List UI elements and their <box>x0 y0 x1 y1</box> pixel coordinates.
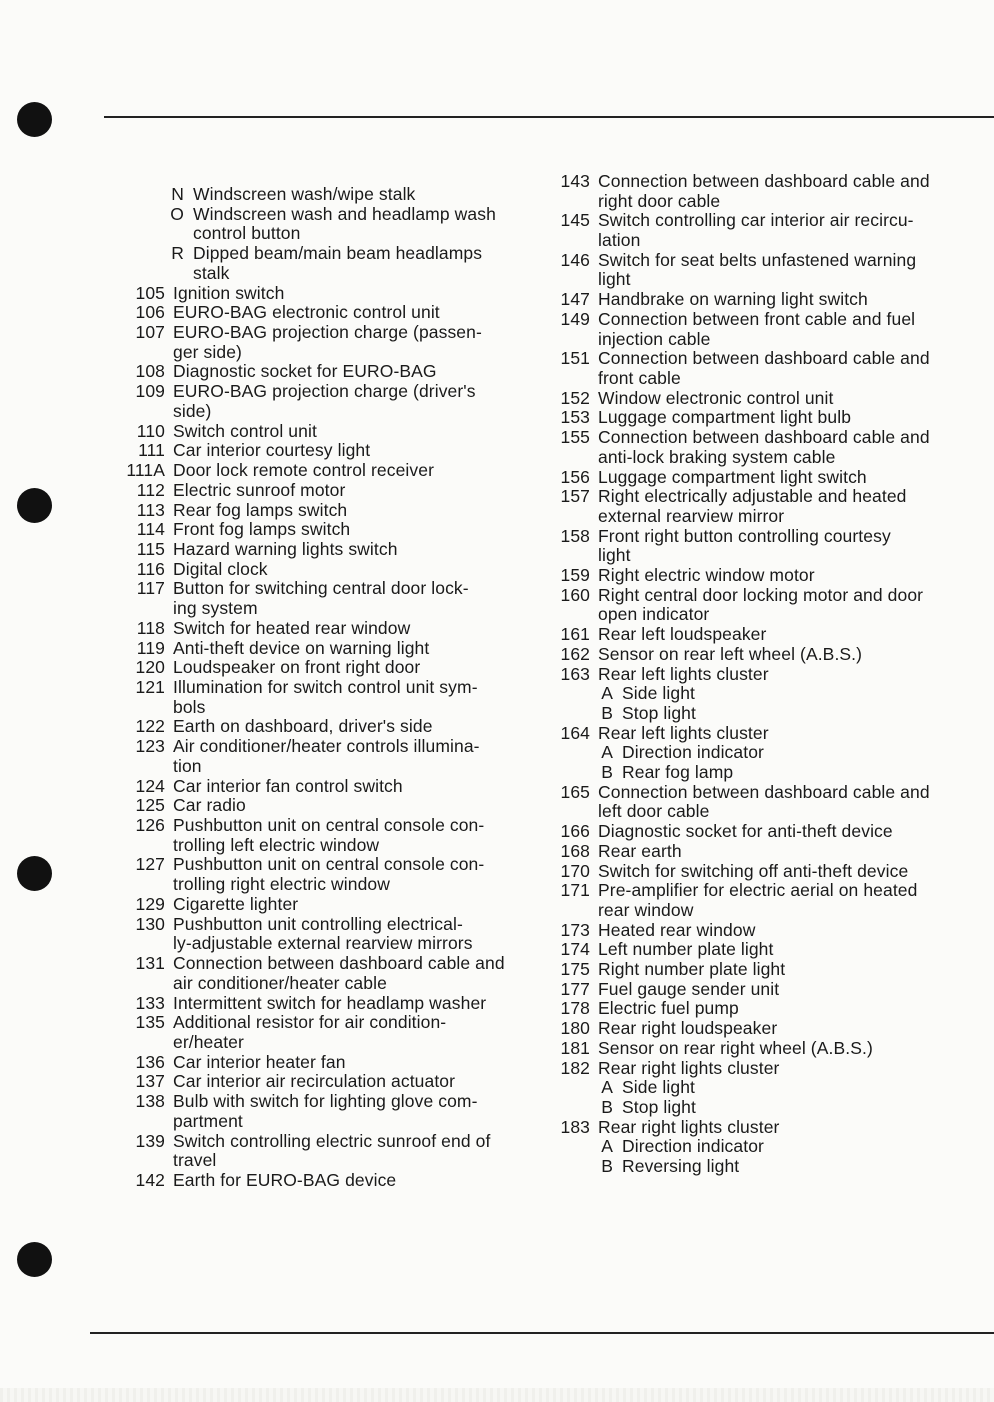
sub-item-letter: A <box>601 742 613 763</box>
item-description: Earth on dashboard, driver's side <box>173 716 433 737</box>
item-description: Switch control unit <box>173 420 317 441</box>
item-number: 177 <box>560 978 590 999</box>
item-number: 119 <box>136 637 165 658</box>
sub-item-letter: A <box>601 1077 613 1098</box>
page-edge-shading <box>0 1388 994 1402</box>
item-description: Connection between dashboard cable and <box>598 171 930 191</box>
item-description: Rear left lights cluster <box>598 663 769 684</box>
item-description-continued: light <box>598 269 631 290</box>
item-number: 138 <box>135 1091 165 1112</box>
item-number: 181 <box>560 1037 590 1058</box>
item-description: Car interior heater fan <box>173 1051 346 1072</box>
item-number: 106 <box>135 302 165 323</box>
item-description-continued: left door cable <box>598 801 710 822</box>
item-description: Switch controlling car interior air recircu- <box>598 210 914 231</box>
item-number: 127 <box>135 854 165 875</box>
item-description: Switch for heated rear window <box>173 617 411 638</box>
item-description: Cigarette lighter <box>173 893 299 914</box>
item-number: 161 <box>560 624 590 645</box>
item-description: Car radio <box>173 795 246 816</box>
item-description-continued: open indicator <box>598 604 710 625</box>
item-description-continued: control button <box>193 223 301 244</box>
item-description: Heated rear window <box>598 919 756 940</box>
item-description: Stop light <box>622 1096 696 1117</box>
sub-item-letter: N <box>171 184 184 204</box>
item-number: 136 <box>135 1051 165 1072</box>
item-number: 164 <box>560 722 590 743</box>
item-description-continued: right door cable <box>598 190 721 211</box>
item-description: Connection between dashboard cable and <box>598 781 930 802</box>
item-number: 159 <box>560 565 590 585</box>
item-number: 182 <box>560 1057 590 1078</box>
item-description: Electric sunroof motor <box>173 479 346 500</box>
item-description: Side light <box>622 683 695 704</box>
item-description: Side light <box>622 1077 695 1098</box>
item-number: 163 <box>560 663 590 684</box>
item-description-continued: ly-adjustable external rearview mirrors <box>173 933 473 954</box>
item-description: Pushbutton unit on central console con- <box>173 815 485 836</box>
item-description: Car interior fan control switch <box>173 775 403 796</box>
sub-item-letter: A <box>601 683 613 704</box>
top-rule <box>104 116 994 118</box>
item-number: 165 <box>560 781 590 802</box>
item-description: Digital clock <box>173 558 268 579</box>
sub-item-letter: B <box>601 1156 613 1176</box>
item-description-continued: front cable <box>598 367 681 388</box>
item-description: EURO-BAG electronic control unit <box>173 302 440 323</box>
item-description-continued: tion <box>173 755 202 776</box>
item-number: 160 <box>560 584 590 605</box>
item-number: 168 <box>560 840 590 861</box>
sub-item-letter: O <box>170 203 184 224</box>
item-description: Hazard warning lights switch <box>173 538 398 559</box>
item-description: Rear right lights cluster <box>598 1116 780 1137</box>
item-number: 114 <box>136 519 165 540</box>
item-description: Dipped beam/main beam headlamps <box>193 243 483 264</box>
binder-hole <box>17 1242 52 1277</box>
item-description: Rear right loudspeaker <box>598 1018 778 1039</box>
item-description-continued: trolling left electric window <box>173 834 380 855</box>
item-description: Intermittent switch for headlamp washer <box>173 992 487 1013</box>
item-description: Fuel gauge sender unit <box>598 978 780 999</box>
item-description: Direction indicator <box>622 742 764 763</box>
item-description-continued: partment <box>173 1110 243 1131</box>
item-number: 115 <box>136 538 165 559</box>
item-number: 145 <box>560 210 590 231</box>
item-description: Rear fog lamp <box>622 762 734 782</box>
item-description: Switch for seat belts unfastened warning <box>598 249 917 270</box>
item-number: 105 <box>135 282 165 303</box>
item-description-continued: external rearview mirror <box>598 505 785 526</box>
item-number: 107 <box>135 322 165 343</box>
item-description: Additional resistor for air condition- <box>173 1012 447 1033</box>
item-description: Electric fuel pump <box>598 998 739 1019</box>
item-number: 153 <box>560 407 590 428</box>
item-description: Windscreen wash and headlamp wash <box>193 203 496 224</box>
item-description: Connection between front cable and fuel <box>598 308 916 329</box>
item-description: Switch for switching off anti-theft device <box>598 860 909 881</box>
item-description-continued: trolling right electric window <box>173 874 390 895</box>
item-description: EURO-BAG projection charge (passen- <box>173 322 482 343</box>
item-number: 152 <box>560 387 590 408</box>
binder-hole <box>17 856 52 891</box>
item-description: Front right button controlling courtesy <box>598 525 891 546</box>
item-description: Connection between dashboard cable and <box>598 348 930 369</box>
binder-hole <box>17 102 52 137</box>
binder-hole <box>17 488 52 523</box>
item-number: 117 <box>136 578 165 599</box>
item-number: 173 <box>560 919 590 940</box>
item-number: 125 <box>135 795 165 816</box>
item-description-continued: lation <box>598 230 641 251</box>
bottom-rule <box>90 1332 994 1334</box>
item-description-continued: stalk <box>193 262 230 283</box>
item-description: Left number plate light <box>598 939 774 960</box>
item-description: EURO-BAG projection charge (driver's <box>173 381 476 402</box>
item-number: 156 <box>560 466 590 487</box>
item-description: Right electric window motor <box>598 565 815 585</box>
item-number: 111 <box>138 440 165 461</box>
item-description: Air conditioner/heater controls illumina- <box>173 736 480 757</box>
item-description: Diagnostic socket for EURO-BAG <box>173 361 437 382</box>
item-number: 166 <box>560 821 590 842</box>
item-description: Bulb with switch for lighting glove com- <box>173 1091 478 1112</box>
item-description: Pre-amplifier for electric aerial on heated <box>598 880 918 901</box>
item-description: Pushbutton unit controlling electrical- <box>173 913 463 934</box>
item-number: 180 <box>560 1018 590 1039</box>
item-description: Windscreen wash/wipe stalk <box>193 184 416 204</box>
item-description-continued: injection cable <box>598 328 711 349</box>
item-description: Connection between dashboard cable and <box>598 427 930 448</box>
item-description: Car interior air recirculation actuator <box>173 1071 456 1092</box>
item-description: Handbrake on warning light switch <box>598 289 868 310</box>
item-description-continued: rear window <box>598 899 694 920</box>
item-description-continued: bols <box>173 696 206 717</box>
item-number: 111A <box>126 460 165 481</box>
item-description: Reversing light <box>622 1156 740 1176</box>
item-description: Illumination for switch control unit sym- <box>173 677 478 697</box>
item-description: Diagnostic socket for anti-theft device <box>598 821 893 842</box>
item-number: 112 <box>136 479 165 500</box>
item-description-continued: ger side) <box>173 341 242 362</box>
item-number: 155 <box>560 427 590 448</box>
item-description: Right number plate light <box>598 959 786 979</box>
item-number: 130 <box>135 913 165 934</box>
item-number: 120 <box>135 657 165 678</box>
item-number: 170 <box>560 860 590 881</box>
item-description: Sensor on rear right wheel (A.B.S.) <box>598 1037 873 1058</box>
item-description-continued: travel <box>173 1150 217 1171</box>
item-description-continued: side) <box>173 400 212 421</box>
item-description: Connection between dashboard cable and <box>173 953 505 974</box>
item-number: 129 <box>135 893 165 914</box>
item-description: Window electronic control unit <box>598 387 834 408</box>
item-number: 113 <box>136 499 165 520</box>
item-number: 131 <box>135 953 165 974</box>
item-number: 143 <box>560 171 590 191</box>
item-description: Right central door locking motor and door <box>598 584 924 605</box>
item-description: Car interior courtesy light <box>173 440 371 461</box>
item-number: 121 <box>135 677 165 697</box>
item-number: 178 <box>560 998 590 1019</box>
item-description-continued: anti-lock braking system cable <box>598 446 836 467</box>
item-description: Right electrically adjustable and heated <box>598 486 907 507</box>
item-description: Sensor on rear left wheel (A.B.S.) <box>598 643 863 664</box>
sub-item-letter: R <box>171 243 184 264</box>
item-description: Switch controlling electric sunroof end of <box>173 1130 491 1151</box>
item-description: Stop light <box>622 702 696 723</box>
item-description: Direction indicator <box>622 1136 764 1157</box>
item-number: 171 <box>560 880 590 901</box>
item-description: Anti-theft device on warning light <box>173 637 430 658</box>
item-description: Button for switching central door lock- <box>173 578 469 599</box>
item-description: Front fog lamps switch <box>173 519 351 540</box>
item-description-continued: light <box>598 545 631 566</box>
item-description: Rear left lights cluster <box>598 722 769 743</box>
item-description: Rear right lights cluster <box>598 1057 780 1078</box>
item-number: 116 <box>136 558 165 579</box>
item-description: Rear left loudspeaker <box>598 624 767 645</box>
item-number: 110 <box>136 420 165 441</box>
item-description: Pushbutton unit on central console con- <box>173 854 485 875</box>
item-description: Earth for EURO-BAG device <box>173 1170 397 1190</box>
item-number: 149 <box>560 308 590 329</box>
item-number: 124 <box>135 775 165 796</box>
item-number: 146 <box>560 249 590 270</box>
item-description: Luggage compartment light switch <box>598 466 867 487</box>
item-description: Rear fog lamps switch <box>173 499 348 520</box>
sub-item-letter: B <box>601 1096 613 1117</box>
item-description-continued: ing system <box>173 598 258 619</box>
item-description: Luggage compartment light bulb <box>598 407 852 428</box>
item-description: Rear earth <box>598 840 682 861</box>
sub-item-letter: B <box>601 762 613 782</box>
item-number: 122 <box>135 716 165 737</box>
item-description-continued: er/heater <box>173 1031 244 1052</box>
sub-item-letter: A <box>601 1136 613 1157</box>
item-number: 157 <box>560 486 590 507</box>
item-number: 147 <box>560 289 590 310</box>
item-number: 118 <box>136 617 165 638</box>
item-number: 158 <box>560 525 590 546</box>
item-number: 135 <box>135 1012 165 1033</box>
item-number: 183 <box>560 1116 590 1137</box>
item-number: 151 <box>560 348 590 369</box>
item-number: 109 <box>135 381 165 402</box>
item-number: 162 <box>560 643 590 664</box>
item-number: 139 <box>135 1130 165 1151</box>
item-description: Door lock remote control receiver <box>173 460 435 481</box>
item-number: 175 <box>560 959 590 979</box>
item-number: 174 <box>560 939 590 960</box>
item-description-continued: air conditioner/heater cable <box>173 972 387 993</box>
item-description: Ignition switch <box>173 282 285 303</box>
item-number: 108 <box>135 361 165 382</box>
item-number: 142 <box>135 1170 165 1190</box>
item-number: 133 <box>135 992 165 1013</box>
item-number: 137 <box>135 1071 165 1092</box>
item-description: Loudspeaker on front right door <box>173 657 421 678</box>
item-number: 126 <box>135 815 165 836</box>
sub-item-letter: B <box>601 702 613 723</box>
item-number: 123 <box>135 736 165 757</box>
